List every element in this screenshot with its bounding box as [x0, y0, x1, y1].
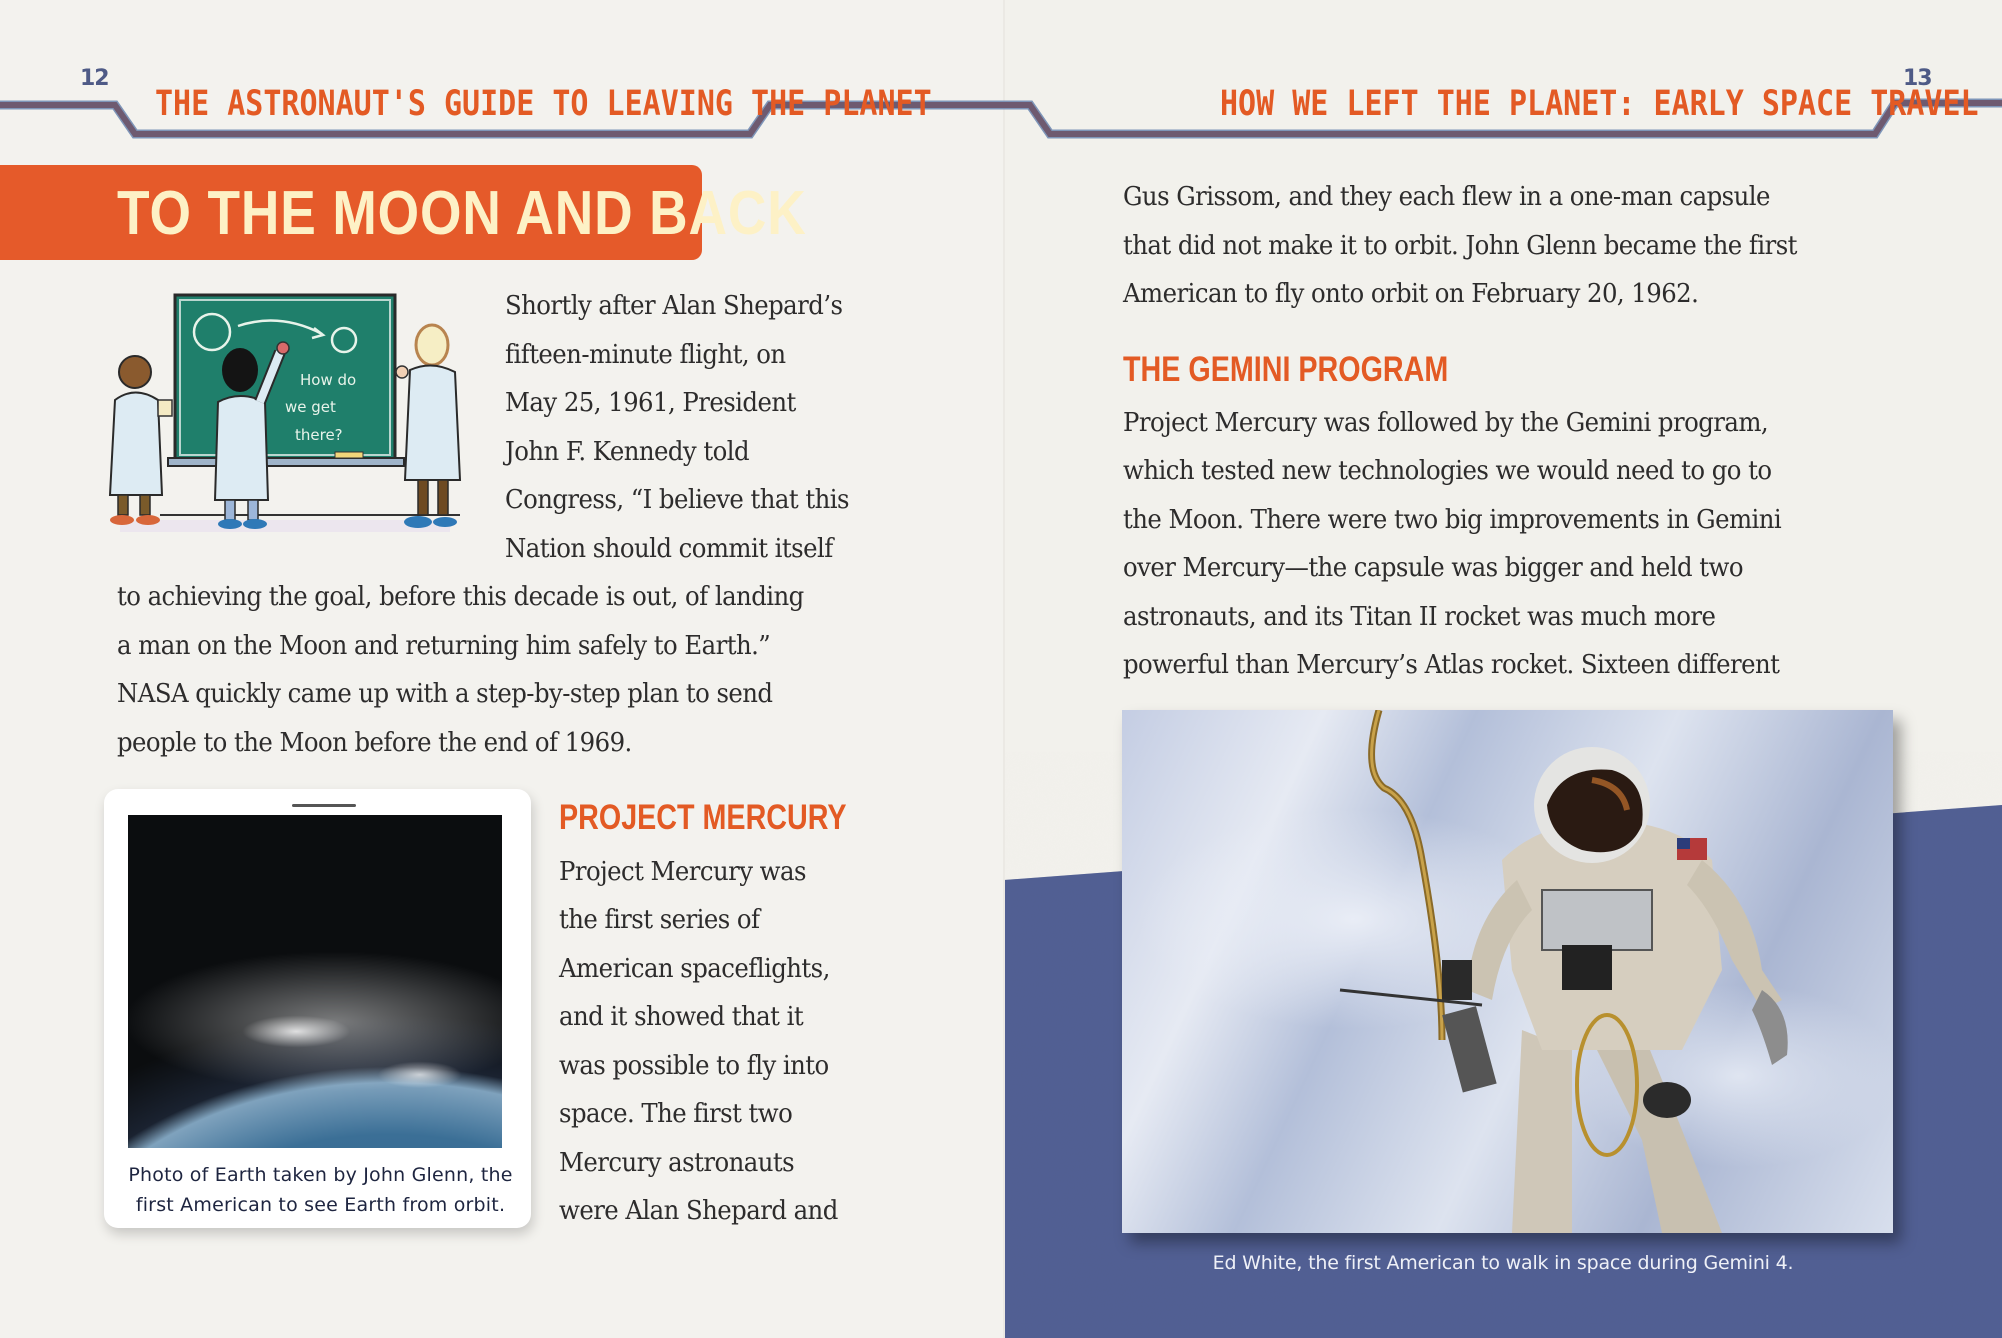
section-heading-project-mercury: PROJECT MERCURY [559, 798, 847, 837]
gemini-line: Project Mercury was followed by the Gemini program, [1123, 407, 1769, 438]
page-gutter [1003, 0, 1005, 1338]
scientists-chalkboard-illustration [100, 290, 480, 540]
earth-from-orbit-photo [128, 815, 502, 1148]
mercury-line: Project Mercury was [559, 856, 806, 887]
page-number-right: 13 [1903, 66, 1932, 91]
gemini-line: powerful than Mercury’s Atlas rocket. Sixteen different [1123, 649, 1780, 680]
intro-line: to achieving the goal, before this decade is out, of landing [117, 581, 804, 612]
intro-line: Nation should commit itself [505, 533, 833, 564]
chalkboard-line-2: we get [285, 398, 336, 416]
intro-line: fifteen-minute flight, on [505, 339, 786, 370]
gemini-line: astronauts, and its Titan II rocket was much more [1123, 601, 1716, 632]
continued-line: American to fly onto orbit on February 20, 1962. [1123, 278, 1699, 309]
gemini-line: the Moon. There were two big improvements in Gemini [1123, 504, 1782, 535]
chalkboard-line-3: there? [295, 426, 343, 444]
running-head-right: HOW WE LEFT THE PLANET: EARLY SPACE TRAVEL [1220, 84, 1979, 125]
mercury-line: American spaceflights, [559, 953, 830, 984]
earth-photo-caption [118, 1160, 523, 1220]
intro-line: John F. Kennedy told [505, 436, 750, 467]
gemini-line: which tested new technologies we would need to go to [1123, 455, 1772, 486]
section-heading-gemini-program: THE GEMINI PROGRAM [1123, 350, 1449, 389]
chapter-title: TO THE MOON AND BACK [117, 179, 807, 248]
intro-line: Congress, “I believe that this [505, 484, 849, 515]
ed-white-photo-caption: Ed White, the first American to walk in space during Gemini 4. [1212, 1252, 1794, 1274]
page-number-left: 12 [80, 66, 109, 91]
running-head-left: THE ASTRONAUT'S GUIDE TO LEAVING THE PLANET [155, 84, 932, 125]
mercury-line: space. The first two [559, 1098, 793, 1129]
intro-line: a man on the Moon and returning him safely to Earth.” [117, 630, 771, 661]
continued-line: Gus Grissom, and they each flew in a one-man capsule [1123, 181, 1770, 212]
intro-line: NASA quickly came up with a step-by-step plan to send [117, 678, 773, 709]
mercury-line: and it showed that it [559, 1001, 804, 1032]
photo-tape-mark [292, 804, 356, 807]
ed-white-spacewalk-photo [1122, 710, 1893, 1233]
mercury-line: Mercury astronauts [559, 1147, 795, 1178]
earth-caption-line: first American to see Earth from orbit. [135, 1194, 506, 1216]
intro-line: Shortly after Alan Shepard’s [505, 290, 843, 321]
chalkboard-line-1: How do [300, 371, 357, 389]
astronaut-figure [1122, 710, 1893, 1233]
gemini-line: over Mercury—the capsule was bigger and held two [1123, 552, 1743, 583]
continued-line: that did not make it to orbit. John Glenn became the first [1123, 230, 1797, 261]
intro-line: people to the Moon before the end of 1969. [117, 727, 632, 758]
mercury-line: were Alan Shepard and [559, 1195, 838, 1226]
mercury-line: the first series of [559, 904, 760, 935]
earth-caption-line: Photo of Earth taken by John Glenn, the [128, 1164, 513, 1186]
intro-line: May 25, 1961, President [505, 387, 796, 418]
mercury-line: was possible to fly into [559, 1050, 829, 1081]
